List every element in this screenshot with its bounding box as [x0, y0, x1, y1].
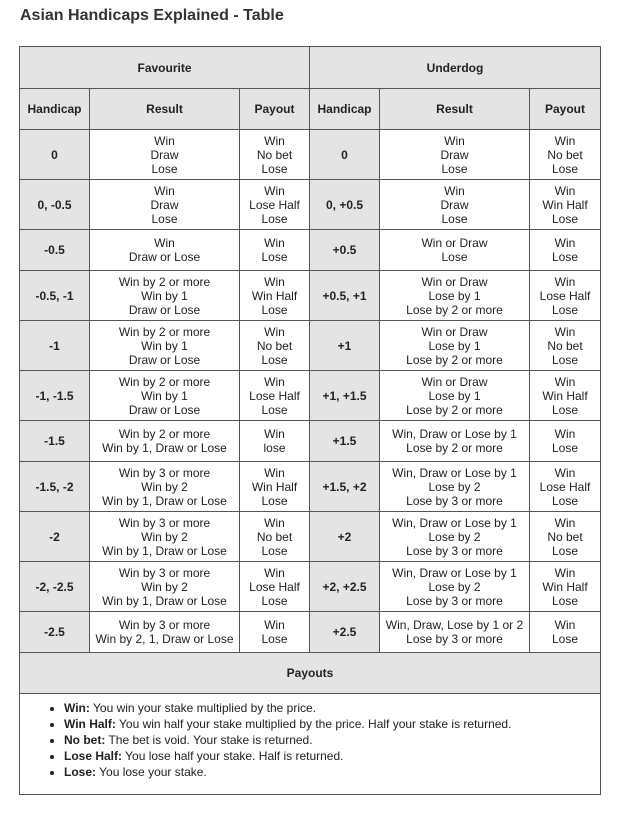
- table-row: [20, 462, 601, 512]
- cell-line: Win: [554, 324, 576, 339]
- cell-line: Lose: [261, 161, 288, 176]
- cell-line: No bet: [547, 529, 583, 544]
- cell-line: Win by 3 or more: [118, 565, 211, 580]
- payout-term: Lose Half:: [64, 749, 123, 763]
- cell-line: Lose by 1: [428, 388, 481, 403]
- cell-line: Lose: [441, 161, 468, 176]
- table-row: [20, 321, 601, 371]
- cell-line: Win by 2: [141, 579, 188, 594]
- table-row: [20, 230, 601, 271]
- cell-line: Win: [554, 374, 576, 389]
- fav-result-cell: [90, 180, 240, 230]
- cell-line: Lose Half: [249, 388, 300, 403]
- dog-handicap-cell: +2: [310, 512, 380, 562]
- dog-payout-cell: [530, 371, 601, 421]
- cell-line: No bet: [256, 529, 293, 544]
- cell-line: Draw: [440, 147, 469, 162]
- cell-line: Lose by 2: [428, 579, 481, 594]
- cell-line: Win Half: [542, 579, 588, 594]
- dog-payout-cell: [530, 612, 601, 653]
- cell-line: Lose by 1: [428, 288, 481, 303]
- fav-handicap-cell: -0.5, -1: [20, 271, 90, 321]
- dog-handicap-cell: +0.5, +1: [310, 271, 380, 321]
- cell-line: Lose: [261, 543, 288, 558]
- cell-line: Win by 2 or more: [118, 324, 211, 339]
- payout-item: [64, 764, 596, 780]
- cell-line: Win: [264, 374, 285, 389]
- cell-line: Lose: [441, 211, 468, 226]
- fav-payout-cell: [240, 371, 310, 421]
- fav-payout-cell: [240, 271, 310, 321]
- dog-result-cell: [380, 462, 530, 512]
- cell-line: Win by 2: [141, 529, 188, 544]
- dog-handicap-cell: +0.5: [310, 230, 380, 271]
- dog-handicap-cell: +1, +1.5: [310, 371, 380, 421]
- fav-result-cell: [90, 512, 240, 562]
- fav-handicap-cell: -0.5: [20, 230, 90, 271]
- fav-payout-cell: [240, 562, 310, 612]
- cell-line: Lose: [261, 250, 288, 264]
- page-title: Asian Handicaps Explained - Table: [20, 7, 284, 24]
- cell-line: Win by 3 or more: [118, 515, 211, 530]
- table-row: [20, 130, 601, 180]
- cell-line: Lose: [552, 161, 579, 176]
- cell-line: Win, Draw or Lose by 1: [392, 427, 517, 441]
- cell-line: Win: [264, 324, 285, 339]
- fav-result-cell: [90, 271, 240, 321]
- fav-handicap-cell: -2: [20, 512, 90, 562]
- cell-line: Lose: [151, 211, 178, 226]
- cell-line: Win: [264, 618, 285, 632]
- cell-line: Lose: [261, 352, 288, 367]
- cell-line: Win: [154, 236, 175, 250]
- cell-line: Win, Draw or Lose by 1: [392, 565, 517, 580]
- cell-line: Lose: [261, 493, 288, 508]
- cell-line: Lose Half: [249, 197, 300, 212]
- cell-line: No bet: [547, 338, 583, 353]
- fav-handicap-cell: -1.5, -2: [20, 462, 90, 512]
- dog-result-cell: [380, 612, 530, 653]
- cell-line: Lose by 3 or more: [406, 593, 503, 608]
- cell-line: Win by 1: [141, 338, 188, 353]
- cell-line: No bet: [256, 338, 293, 353]
- dog-result-cell: [380, 321, 530, 371]
- payout-item: [64, 748, 596, 764]
- cell-line: Win or Draw: [421, 274, 488, 289]
- cell-line: Win: [264, 183, 285, 198]
- dog-handicap-cell: +1.5, +2: [310, 462, 380, 512]
- cell-line: Draw: [150, 147, 179, 162]
- cell-line: Win: [554, 274, 576, 289]
- cell-line: Lose by 2 or more: [406, 441, 503, 455]
- cell-line: Win Half: [251, 288, 298, 303]
- favourite-group-header: Favourite: [20, 47, 310, 89]
- cell-line: Win, Draw, Lose by 1 or 2: [385, 618, 524, 632]
- dog-handicap-cell: 0, +0.5: [310, 180, 380, 230]
- cell-line: Win: [264, 565, 285, 580]
- fav-payout-cell: [240, 230, 310, 271]
- cell-line: Win by 2, 1, Draw or Lose: [95, 632, 234, 646]
- cell-line: Draw or Lose: [128, 302, 201, 317]
- dog-result-cell: [380, 130, 530, 180]
- payouts-header: Payouts: [20, 653, 601, 694]
- fav-payout-cell: [240, 130, 310, 180]
- fav-result-cell: [90, 321, 240, 371]
- dog-payout-cell: [530, 512, 601, 562]
- fav-payout-cell: [240, 512, 310, 562]
- cell-line: Win: [154, 183, 175, 198]
- dog-result-cell: [380, 421, 530, 462]
- dog-result-cell: [380, 562, 530, 612]
- dog-payout-cell: [530, 130, 601, 180]
- cell-line: Win: [554, 515, 576, 530]
- table-row: [20, 612, 601, 653]
- payout-list: [24, 700, 596, 780]
- cell-line: Win: [554, 133, 576, 148]
- payout-item: [64, 732, 596, 748]
- cell-line: Draw: [440, 197, 469, 212]
- fav-result-cell: [90, 562, 240, 612]
- dog-payout-cell: [530, 421, 601, 462]
- asian-handicaps-table: [19, 46, 601, 795]
- cell-line: Lose: [261, 402, 288, 417]
- cell-line: Win by 2 or more: [118, 374, 211, 389]
- cell-line: Win by 1, Draw or Lose: [102, 441, 227, 455]
- dog-result-header: Result: [380, 89, 530, 130]
- payout-term: No bet:: [64, 733, 106, 747]
- table-row: [20, 512, 601, 562]
- cell-line: Lose: [552, 632, 579, 646]
- cell-line: Win by 1: [141, 288, 188, 303]
- cell-line: Lose by 2 or more: [406, 302, 503, 317]
- dog-payout-header: Payout: [530, 89, 601, 130]
- fav-payout-cell: [240, 180, 310, 230]
- cell-line: Lose Half: [539, 479, 591, 494]
- dog-payout-cell: [530, 271, 601, 321]
- cell-line: Draw or Lose: [128, 250, 201, 264]
- cell-line: Lose: [261, 302, 288, 317]
- table-container: [19, 46, 600, 795]
- payout-description: You lose half your stake. Half is returned.: [122, 749, 344, 763]
- cell-line: Lose by 2: [428, 529, 481, 544]
- cell-line: Lose by 2 or more: [406, 402, 503, 417]
- cell-line: Win Half: [542, 388, 588, 403]
- payout-item: [64, 716, 596, 732]
- payouts-legend: [20, 694, 601, 795]
- cell-line: Lose: [552, 302, 579, 317]
- cell-line: Lose: [261, 593, 288, 608]
- dog-handicap-cell: +2.5: [310, 612, 380, 653]
- dog-payout-cell: [530, 462, 601, 512]
- fav-result-cell: [90, 462, 240, 512]
- cell-line: Lose by 1: [428, 338, 481, 353]
- payout-description: You win half your stake multiplied by the price. Half your stake is returned.: [115, 717, 512, 731]
- cell-line: Win: [264, 427, 285, 441]
- cell-line: Win: [154, 133, 175, 148]
- fav-payout-header: Payout: [240, 89, 310, 130]
- cell-line: Win by 1, Draw or Lose: [102, 493, 227, 508]
- payout-term: Lose:: [64, 765, 97, 779]
- dog-payout-cell: [530, 180, 601, 230]
- table-row: [20, 421, 601, 462]
- fav-handicap-cell: -2, -2.5: [20, 562, 90, 612]
- cell-line: Lose: [441, 250, 468, 264]
- cell-line: Win by 2: [141, 479, 188, 494]
- fav-result-cell: [90, 612, 240, 653]
- cell-line: Win: [264, 465, 285, 480]
- payout-description: The bet is void. Your stake is returned.: [105, 733, 313, 747]
- fav-result-cell: [90, 421, 240, 462]
- dog-payout-cell: [530, 562, 601, 612]
- underdog-group-header: Underdog: [310, 47, 601, 89]
- cell-line: Win or Draw: [421, 374, 488, 389]
- cell-line: Lose: [151, 161, 178, 176]
- table-row: [20, 562, 601, 612]
- dog-handicap-cell: +1: [310, 321, 380, 371]
- cell-line: Lose by 2 or more: [406, 352, 503, 367]
- cell-line: Lose: [552, 352, 579, 367]
- cell-line: Win: [264, 133, 285, 148]
- cell-line: Win: [554, 565, 576, 580]
- payout-term: Win:: [64, 701, 90, 715]
- dog-payout-cell: [530, 230, 601, 271]
- cell-line: Win: [554, 236, 576, 250]
- cell-line: Lose: [552, 211, 579, 226]
- cell-line: Draw or Lose: [128, 402, 201, 417]
- fav-payout-cell: [240, 612, 310, 653]
- cell-line: Lose by 3 or more: [406, 493, 503, 508]
- fav-handicap-cell: -1.5: [20, 421, 90, 462]
- cell-line: Win: [264, 236, 285, 250]
- cell-line: Win: [444, 133, 465, 148]
- cell-line: Lose Half: [249, 579, 300, 594]
- cell-line: Win: [554, 427, 576, 441]
- fav-handicap-cell: 0, -0.5: [20, 180, 90, 230]
- cell-line: Win or Draw: [421, 236, 488, 250]
- dog-result-cell: [380, 371, 530, 421]
- cell-line: Win by 1: [141, 388, 188, 403]
- fav-payout-cell: [240, 462, 310, 512]
- dog-payout-cell: [530, 321, 601, 371]
- dog-result-cell: [380, 230, 530, 271]
- cell-line: No bet: [256, 147, 293, 162]
- cell-line: Lose: [552, 250, 579, 264]
- cell-line: Win by 1, Draw or Lose: [102, 593, 227, 608]
- table-row: [20, 371, 601, 421]
- cell-line: Win: [554, 183, 576, 198]
- dog-handicap-cell: 0: [310, 130, 380, 180]
- cell-line: Win Half: [251, 479, 298, 494]
- fav-handicap-header: Handicap: [20, 89, 90, 130]
- cell-line: Win: [264, 274, 285, 289]
- table-row: [20, 271, 601, 321]
- cell-line: Draw or Lose: [128, 352, 201, 367]
- dog-handicap-cell: +2, +2.5: [310, 562, 380, 612]
- payout-description: You lose your stake.: [96, 765, 207, 779]
- fav-result-cell: [90, 130, 240, 180]
- fav-result-cell: [90, 371, 240, 421]
- cell-line: Win, Draw or Lose by 1: [392, 515, 517, 530]
- table-row: [20, 180, 601, 230]
- fav-result-cell: [90, 230, 240, 271]
- cell-line: Win: [264, 515, 285, 530]
- dog-result-cell: [380, 271, 530, 321]
- cell-line: Win: [554, 465, 576, 480]
- fav-handicap-cell: -2.5: [20, 612, 90, 653]
- handicap-rows: [20, 130, 601, 653]
- dog-result-cell: [380, 180, 530, 230]
- cell-line: Lose: [552, 402, 579, 417]
- fav-handicap-cell: 0: [20, 130, 90, 180]
- cell-line: Win by 1, Draw or Lose: [102, 543, 227, 558]
- payout-item: [64, 700, 596, 716]
- cell-line: Win or Draw: [421, 324, 488, 339]
- cell-line: Win by 2 or more: [118, 274, 211, 289]
- cell-line: Win: [554, 618, 576, 632]
- cell-line: Lose by 2: [428, 479, 481, 494]
- dog-result-cell: [380, 512, 530, 562]
- cell-line: Lose: [261, 211, 288, 226]
- fav-payout-cell: [240, 321, 310, 371]
- payout-description: You win your stake multiplied by the price.: [89, 701, 317, 715]
- cell-line: Win by 3 or more: [118, 618, 211, 632]
- cell-line: Win Half: [542, 197, 588, 212]
- cell-line: Lose by 3 or more: [406, 632, 503, 646]
- cell-line: Lose: [552, 493, 579, 508]
- fav-handicap-cell: -1: [20, 321, 90, 371]
- dog-handicap-header: Handicap: [310, 89, 380, 130]
- cell-line: No bet: [547, 147, 583, 162]
- cell-line: Lose by 3 or more: [406, 543, 503, 558]
- cell-line: Win, Draw or Lose by 1: [392, 465, 517, 480]
- fav-handicap-cell: -1, -1.5: [20, 371, 90, 421]
- cell-line: Lose: [261, 632, 288, 646]
- fav-payout-cell: [240, 421, 310, 462]
- cell-line: Win: [444, 183, 465, 198]
- cell-line: Win by 3 or more: [118, 465, 211, 480]
- dog-handicap-cell: +1.5: [310, 421, 380, 462]
- cell-line: lose: [263, 441, 286, 455]
- payout-term: Win Half:: [64, 717, 116, 731]
- cell-line: Lose: [552, 593, 579, 608]
- cell-line: Lose: [552, 441, 579, 455]
- fav-result-header: Result: [90, 89, 240, 130]
- cell-line: Draw: [150, 197, 179, 212]
- cell-line: Win by 2 or more: [118, 427, 211, 441]
- cell-line: Lose Half: [539, 288, 591, 303]
- cell-line: Lose: [552, 543, 579, 558]
